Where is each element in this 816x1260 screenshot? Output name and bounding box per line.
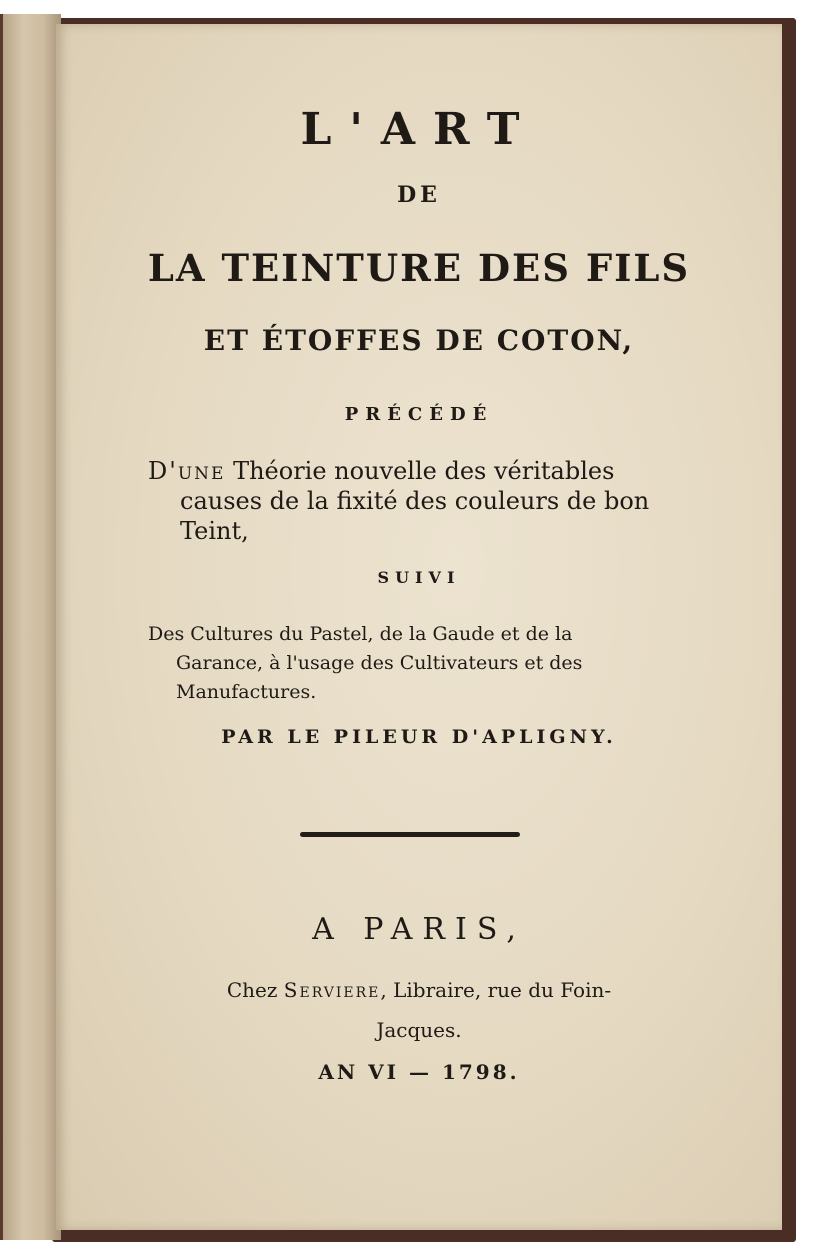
- theory-line-2: causes de la fixité des couleurs de bon: [180, 487, 650, 515]
- title-line-etoffes: ET ÉTOFFES DE COTON,: [203, 324, 635, 357]
- imprint-publisher: [56, 978, 782, 1002]
- title-line-de: DE: [397, 182, 441, 208]
- publisher-rest: , Libraire, rue du Foin-: [380, 978, 612, 1002]
- theory-line-3: Teint,: [180, 517, 249, 545]
- title-page: [56, 24, 782, 1230]
- theory-line-1: [148, 456, 708, 486]
- imprint-publisher-line-2: Jacques.: [376, 1018, 462, 1042]
- cultures-line-1: Des Cultures du Pastel, de la Gaude et de la: [148, 623, 573, 645]
- imprint-date: AN VI — 1798.: [318, 1060, 520, 1084]
- followed-label: SUIVI: [377, 568, 461, 587]
- theory-lead: D'une: [148, 457, 226, 485]
- theory-rest: Théorie nouvelle des véritables: [225, 457, 615, 485]
- preceded-label: PRÉCÉDÉ: [344, 404, 494, 425]
- author-line: PAR LE PILEUR D'APLIGNY.: [221, 726, 617, 748]
- publisher-name: Serviere: [283, 978, 381, 1002]
- cultures-paragraph: [148, 620, 708, 707]
- book-spine: [0, 14, 61, 1240]
- cultures-line-3: Manufactures.: [176, 681, 317, 703]
- publisher-prefix: Chez: [226, 978, 284, 1002]
- cultures-line-2: Garance, à l'usage des Cultivateurs et des: [176, 652, 583, 674]
- title-line-art: L'ART: [300, 104, 538, 155]
- theory-paragraph: [148, 456, 708, 546]
- book: [0, 10, 800, 1244]
- ornamental-rule: [300, 832, 520, 837]
- title-line-teinture: LA TEINTURE DES FILS: [147, 246, 691, 290]
- imprint-city: A PARIS,: [312, 912, 526, 947]
